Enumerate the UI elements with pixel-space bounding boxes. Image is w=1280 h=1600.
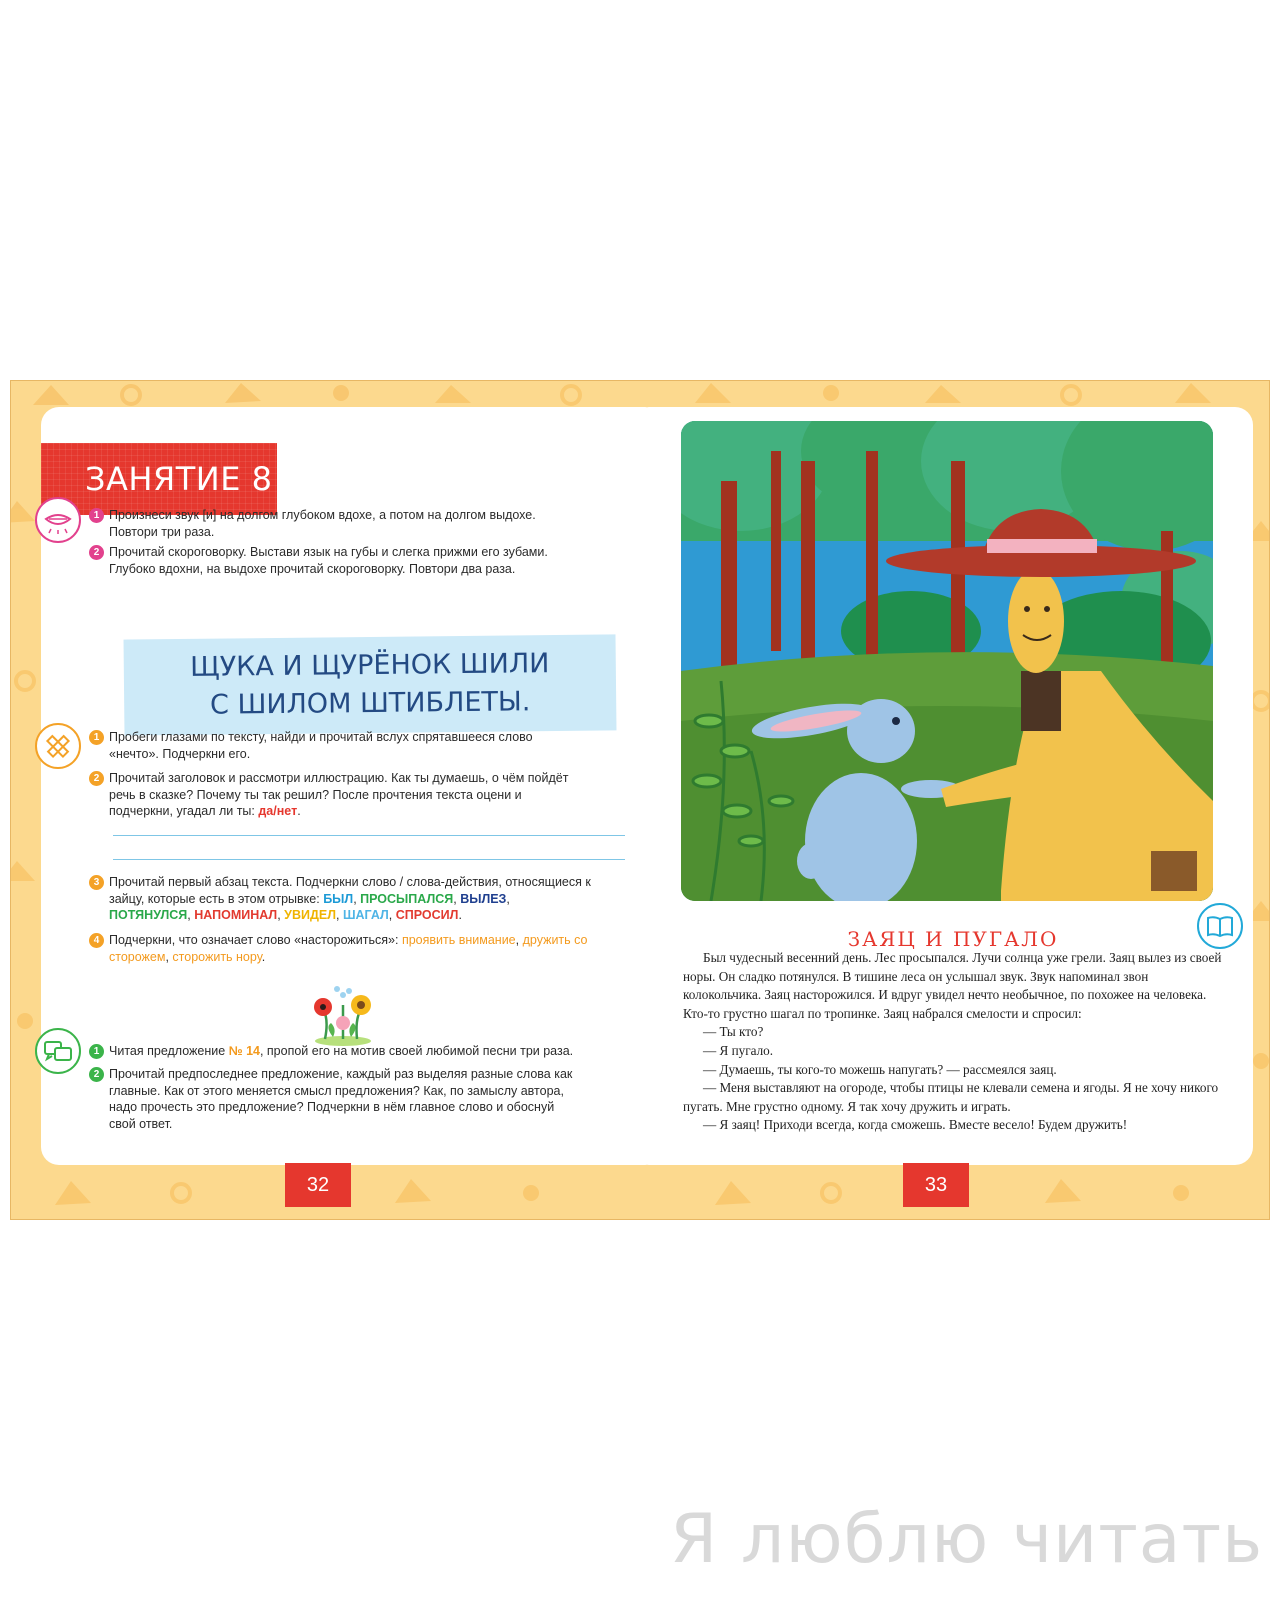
action-word: СПРОСИЛ bbox=[395, 908, 459, 922]
left-page bbox=[41, 407, 651, 1165]
step-badge: 1 bbox=[89, 1044, 104, 1059]
instruction-body: , пропой его на мотив своей любимой песни три раза. bbox=[259, 1044, 574, 1058]
step-badge: 4 bbox=[89, 933, 104, 948]
book-spread bbox=[10, 380, 1270, 1220]
instruction-text: Пробеги глазами по тексту, найди и прочитай вслух спрятавшееся слово «нечто». Подчеркни его. bbox=[109, 730, 533, 761]
step-badge: 2 bbox=[89, 771, 104, 786]
story-title: ЗАЯЦ И ПУГАЛО bbox=[847, 927, 1059, 951]
story-paragraph: — Я заяц! Приходи всегда, когда сможешь. Вместе весело! Будем дружить! bbox=[703, 1117, 1128, 1133]
action-word: ВЫЛЕЗ bbox=[460, 891, 507, 906]
step-badge: 1 bbox=[89, 730, 104, 745]
instruction-text: Прочитай скороговорку. Выстави язык на губы и слегка прижми его зубами. Глубоко вдохни, на выдохе прочитай скороговорку. Повтори два раза. bbox=[109, 545, 548, 576]
instruction-text: Произнеси звук [и] на долгом глубоком вдохе, а потом на долгом выдохе. Повтори три раза. bbox=[109, 508, 536, 539]
writing-line bbox=[113, 835, 625, 836]
writing-line bbox=[113, 859, 625, 860]
instruction-text: Прочитай первый абзац текста. Подчеркни слово / слова-действия, относящиеся к зайцу, которые есть в этом отрывке: БЫЛ, ПРОСЫПАЛСЯ, ВЫЛЕЗ, ПОТЯНУЛСЯ, НАПОМИНАЛ, УВИДЕЛ, ШАГАЛ, СПРОСИЛ. bbox=[109, 875, 591, 922]
instruction-body: Читая предложение bbox=[109, 1044, 229, 1058]
meaning-option: проявить внимание bbox=[401, 933, 516, 947]
book-icon bbox=[1197, 903, 1243, 949]
sentence-end: . bbox=[297, 804, 301, 818]
story-paragraph: — Я пугало. bbox=[703, 1042, 774, 1058]
step-badge: 2 bbox=[89, 1067, 104, 1082]
instruction-text bbox=[109, 1043, 595, 1060]
speech-bubbles-icon bbox=[35, 1028, 81, 1074]
lesson-title: ЗАНЯТИЕ 8 bbox=[41, 443, 277, 515]
instruction-body: Подчеркни, что означает слово «насторожиться»: bbox=[109, 933, 399, 947]
instruction-body: Прочитай заголовок и рассмотри иллюстрацию. Как ты думаешь, о чём пойдёт речь в сказке? Почему ты так решил? После прочтения текста оцени и подчеркни, угадал ли ты: bbox=[109, 771, 569, 818]
page-number-left: 32 bbox=[285, 1163, 351, 1207]
action-word: ПРОСЫПАЛСЯ bbox=[360, 891, 454, 906]
right-page bbox=[643, 407, 1253, 1165]
instruction-text bbox=[109, 770, 587, 820]
meaning-option: сторожить нору bbox=[172, 949, 262, 964]
flowers-illustration bbox=[305, 979, 379, 1049]
action-word: БЫЛ bbox=[323, 891, 354, 906]
watermark: Я люблю читать bbox=[670, 1500, 1264, 1579]
instruction-text: Прочитай предпоследнее предложение, каждый раз выделяя разные слова как главные. Как от этого меняется смысл предложения? Как, по замыслу автора, надо прочесть это предложение? Подчеркни в нём главное слово и обоснуй свой ответ. bbox=[109, 1067, 573, 1131]
story-illustration bbox=[681, 421, 1213, 901]
action-word: ШАГАЛ bbox=[342, 908, 389, 922]
tongue-twister-line: С ШИЛОМ ШТИБЛЕТЫ. bbox=[209, 686, 531, 721]
answer-options: да/нет bbox=[258, 804, 298, 818]
action-word: УВИДЕЛ bbox=[284, 908, 336, 922]
action-word: НАПОМИНАЛ bbox=[194, 908, 278, 922]
step-badge: 2 bbox=[89, 545, 104, 560]
page-number-right: 33 bbox=[903, 1163, 969, 1207]
story-text bbox=[683, 949, 1223, 1135]
sentence-reference: № 14 bbox=[228, 1044, 260, 1058]
tongue-twister-box bbox=[124, 634, 617, 735]
pencil-ruler-icon bbox=[35, 723, 81, 769]
step-badge: 3 bbox=[89, 875, 104, 890]
story-paragraph: — Думаешь, ты кого-то можешь напугать? — рассмеялся заяц. bbox=[703, 1061, 1057, 1077]
mouth-icon bbox=[35, 497, 81, 543]
instruction-text: Подчеркни, что означает слово «насторожиться»: проявить внимание, дружить со сторожем, сторожить нору. bbox=[109, 933, 588, 964]
story-paragraph: — Ты кто? bbox=[703, 1024, 764, 1040]
meaning-option: дружить со сторожем bbox=[109, 933, 588, 964]
story-paragraph: — Меня выставляют на огороде, чтобы птицы не клевали семена и ягоды. Я не хочу никого пугать. Мне грустно одному. Я так хочу дружить и играть. bbox=[683, 1080, 1219, 1114]
story-paragraph: Был чудесный весенний день. Лес просыпался. Лучи солнца уже грели. Заяц вылез из своей норы. Он сладко потянулся. В тишине леса он услышал звук. Звук напоминал звон колокольчика. Заяц насторожился. И вдруг увидел нечто необычное, по похожее на человека. Кто-то грустно шагал по тропинке. Заяц набрался смелости и спросил: bbox=[683, 950, 1222, 1021]
step-badge: 1 bbox=[89, 508, 104, 523]
action-word: ПОТЯНУЛСЯ bbox=[109, 908, 188, 922]
tongue-twister-line: ЩУКА И ЩУРЁНОК ШИЛИ bbox=[190, 648, 550, 683]
instruction-body: Прочитай первый абзац текста. Подчеркни слово / слова-действия, относящиеся к зайцу, которые есть в этом отрывке: bbox=[109, 875, 591, 906]
